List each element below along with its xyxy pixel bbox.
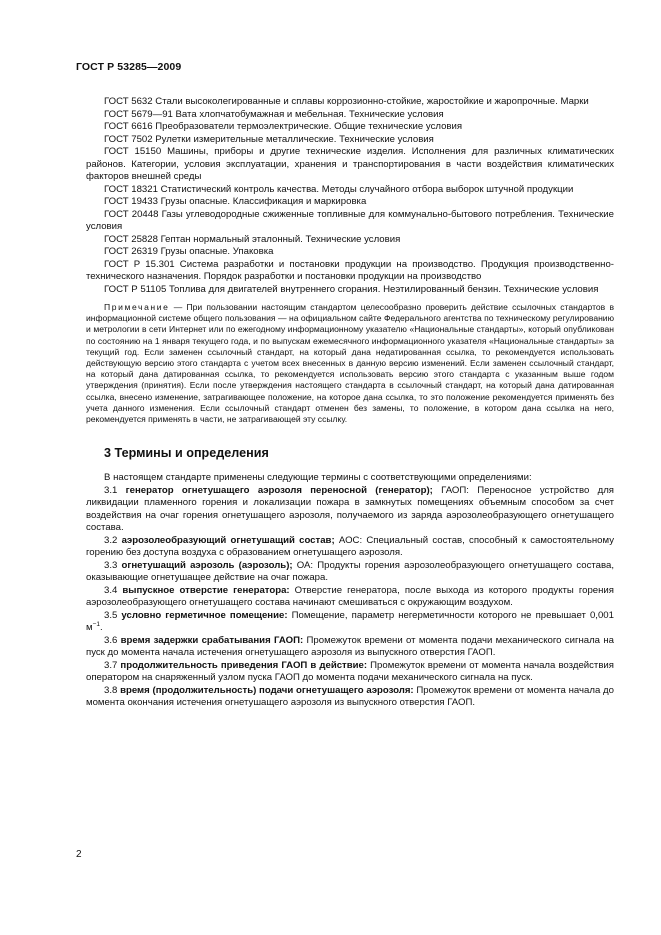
normative-references-list	[86, 96, 614, 296]
term-definition: АОС: Специальный состав, способный к самостоятельному горению без доступа воздуха с образованием огнетушащего аэрозоля.	[86, 534, 614, 559]
page-content	[86, 96, 614, 710]
term-name: время (продолжительность) подачи огнетушащего аэрозоля:	[120, 684, 414, 696]
unit-exponent: −1	[92, 621, 101, 629]
reference-item: ГОСТ 7502 Рулетки измерительные металлические. Технические условия	[104, 133, 434, 145]
reference-item: ГОСТ 18321 Статистический контроль качества. Методы случайного отбора выборок штучной продукции	[104, 183, 574, 195]
term-name: огнетушащий аэрозоль (аэрозоль);	[121, 559, 293, 571]
terms-list	[86, 472, 614, 710]
term-entry	[86, 485, 614, 535]
term-name: выпускное отверстие генератора:	[122, 584, 290, 596]
term-definition: Промежуток времени от момента начала до момента окончания истечения огнетушащего аэрозоля из выпускного отверстия ГАОП.	[86, 684, 614, 709]
reference-item: ГОСТ 20448 Газы углеводородные сжиженные топливные для коммунально-бытового потребления. Технические условия	[86, 208, 614, 232]
term-definition: Промежуток времени от момента подачи механического сигнала на пуск до момента начала истечения огнетушащего аэрозоля из выпускного отверстия ГАОП.	[86, 634, 614, 659]
term-name: продолжительность приведения ГАОП в действие:	[120, 659, 368, 671]
term-definition: Отверстие генератора, после выхода из которого продукты горения аэрозолеобразующего огнетушащего состава начинают смешиваться с окружающим воздухом.	[86, 584, 614, 609]
term-name: условно герметичное помещение:	[121, 609, 288, 621]
section-heading: 3 Термины и определения	[104, 446, 269, 461]
term-entry	[86, 635, 614, 660]
term-entry	[86, 585, 614, 610]
term-number: 3.4	[104, 584, 123, 596]
note-label: Примечание	[104, 302, 170, 312]
term-entry	[86, 535, 614, 560]
reference-item: ГОСТ 5632 Стали высоколегированные и сплавы коррозионно-стойкие, жаростойкие и жаропрочные. Марки	[104, 96, 589, 107]
term-entry	[86, 610, 614, 635]
term-number: 3.6	[104, 634, 121, 646]
term-number: 3.1	[104, 484, 126, 496]
reference-note	[86, 302, 614, 425]
reference-item: ГОСТ Р 15.301 Система разработки и постановки продукции на производство. Продукция производственно-технического назначения. Порядок разработки и постановки продукции на производство	[86, 258, 614, 282]
term-name: время задержки срабатывания ГАОП:	[120, 634, 304, 646]
term-definition: ГАОП: Переносное устройство для ликвидации пламенного горения и локализации пожара в замкнутых помещениях объемным способом за счет воздействия на очаг горения огнетушащего аэрозоля, получаемого из заряда аэрозолеобразующего огнетушащего состава.	[86, 484, 614, 534]
page-number: 2	[76, 849, 82, 860]
term-definition-tail: .	[100, 622, 103, 634]
term-definition: ОА: Продукты горения аэрозолеобразующего огнетушащего состава, оказывающие огнетушащее действие на очаг пожара.	[86, 559, 614, 584]
term-number: 3.2	[104, 534, 122, 546]
reference-item: ГОСТ 6616 Преобразователи термоэлектрические. Общие технические условия	[104, 121, 463, 132]
term-name: генератор огнетушащего аэрозоля переносной (генератор);	[125, 484, 433, 496]
term-entry	[86, 685, 614, 710]
note-text: — При пользовании настоящим стандартом целесообразно проверить действие ссылочных стандартов в информационной системе общего пользования — на официальном сайте Федерального агентства по техническому регулированию и метрологии в сети Интернет или по ежегодному информационному указателю «Национальные стандарты», который опубликован по состоянию на 1 января текущего года, и по выпускам ежемесячного информационного указателя «Национальные стандарты» за текущий год. Если заменен ссылочный стандарт, на который дана недатированная ссылка, то рекомендуется использовать действующую версию этого стандарта с учетом всех внесенных в данную версию изменений. Если заменен ссылочный стандарт, на который дана датированная ссылка, то рекомендуется использовать версию этого стандарта с указанным выше годом утверждения (принятия). Если после утверждения настоящего стандарта в ссылочный стандарт, на который дана датированная ссылка, внесено изменение, затрагивающее положение, на которое дана ссылка, то это положение рекомендуется применять без учета данного изменения. Если ссылочный стандарт отменен без замены, то положение, в котором дана ссылка на него, рекомендуется применять в части, не затрагивающей эту ссылку.	[86, 302, 614, 425]
reference-item: ГОСТ 5679—91 Вата хлопчатобумажная и мебельная. Технические условия	[104, 108, 444, 120]
term-number: 3.8	[104, 684, 121, 696]
reference-item: ГОСТ 25828 Гептан нормальный эталонный. Технические условия	[104, 233, 401, 245]
term-number: 3.7	[104, 659, 121, 671]
term-definition: Промежуток времени от момента начала воздействия оператором на снаряженный узлом пуска ГАОП до момента подачи механического сигнала на пуск.	[86, 659, 614, 684]
term-entry	[86, 660, 614, 685]
term-number: 3.3	[104, 559, 122, 571]
document-code-header: ГОСТ Р 53285—2009	[76, 61, 182, 73]
reference-item: ГОСТ 15150 Машины, приборы и другие технические изделия. Исполнения для различных климатических районов. Категории, условия эксплуатации, хранения и транспортирования в части воздействия климатических факторов внешней среды	[86, 146, 614, 182]
term-entry	[86, 560, 614, 585]
section-intro: В настоящем стандарте применены следующие термины с соответствующими определениями:	[104, 472, 532, 484]
reference-item: ГОСТ 26319 Грузы опасные. Упаковка	[104, 246, 274, 257]
term-definition: Помещение, параметр негерметичности которого не превышает 0,001 м	[86, 609, 614, 634]
term-number: 3.5	[104, 609, 122, 621]
term-name: аэрозолеобразующий огнетушащий состав;	[121, 534, 335, 546]
reference-item: ГОСТ Р 51105 Топлива для двигателей внутреннего сгорания. Неэтилированный бензин. Технические условия	[104, 283, 599, 295]
reference-item: ГОСТ 19433 Грузы опасные. Классификация и маркировка	[104, 196, 367, 207]
